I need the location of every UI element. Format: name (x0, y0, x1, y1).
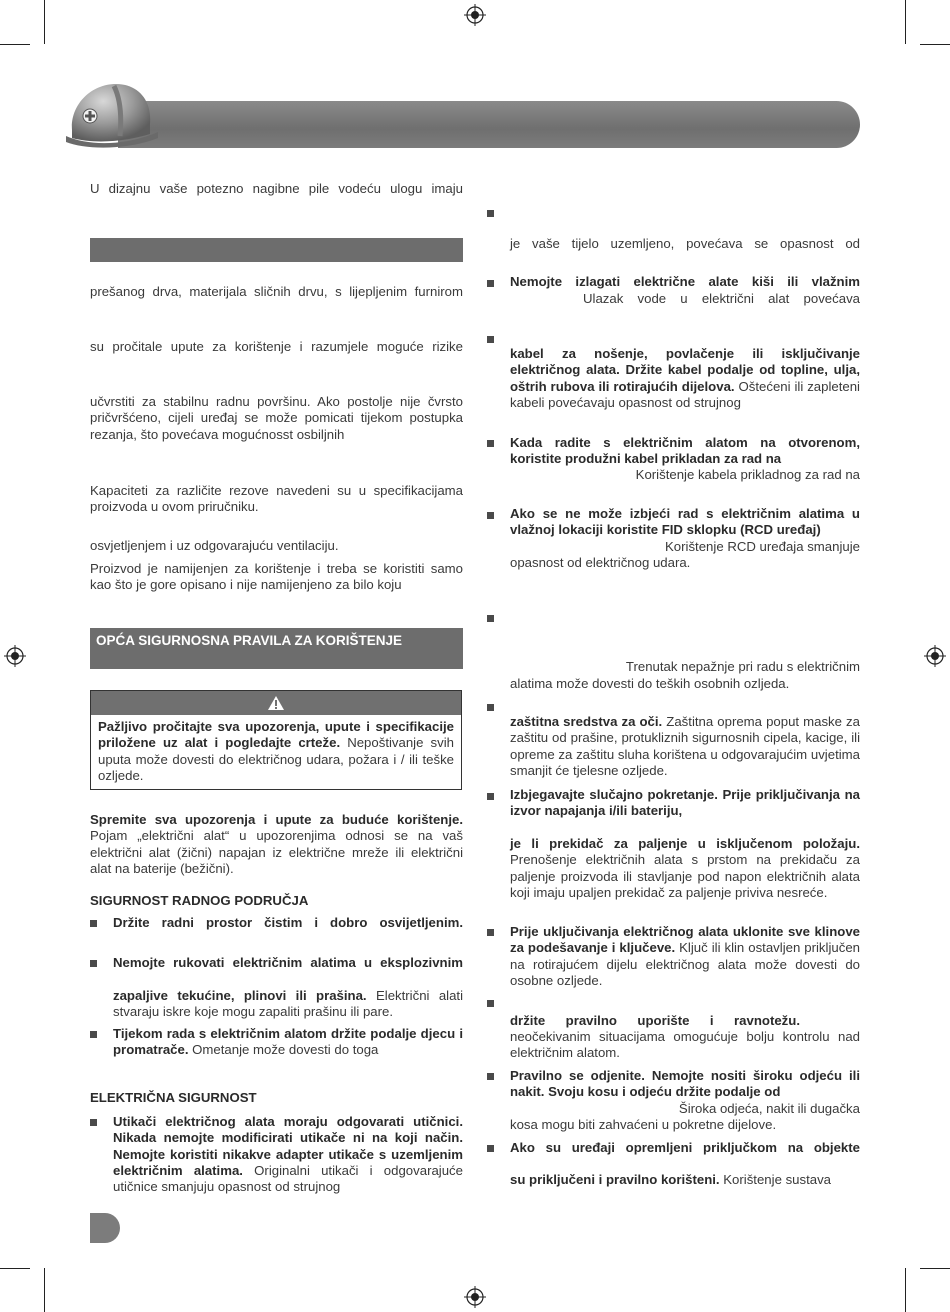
list-item (113, 1114, 463, 1195)
list-item (113, 915, 463, 931)
bullet-icon (487, 210, 494, 217)
bullet-icon (487, 793, 494, 800)
list-item (510, 506, 860, 539)
bullet-icon (90, 920, 97, 927)
warning-box (90, 690, 462, 790)
list-item-bold: su priključeni i pravilno korišteni. (510, 1172, 720, 1187)
save-bold: Spremite sva upozorenja i upute za buduće korištenje. (90, 812, 463, 827)
warning-header (91, 691, 461, 715)
list-item (113, 1026, 463, 1059)
crop-mark (0, 44, 30, 45)
paragraph: učvrstiti za stabilnu radnu površinu. Ako postolje nije čvrsto pričvršćeno, cijeli uređaj se može pomicati tijekom postupka rezanja, što povećava mogućnosst osbiljnih (90, 394, 463, 442)
list-item-text: Korištenje sustava (723, 1172, 832, 1187)
bullet-icon (90, 960, 97, 967)
bullet-icon (487, 704, 494, 711)
registration-mark-icon (924, 645, 946, 667)
header-bar (118, 101, 860, 148)
list-item (510, 346, 860, 411)
list-item-text: Električni alati stvaraju iskre koje mogu zapaliti prašinu ili pare. (113, 988, 464, 1020)
list-item-text: Ometanje može dovesti do toga (192, 1042, 379, 1058)
bullet-icon (487, 336, 494, 343)
section-heading-bar (90, 628, 463, 669)
list-item-text: Široka odjeća, nakit ili dugačka (678, 1101, 860, 1116)
warning-text: Nepoštivanje svih uputa može dovesti do električnog udara, požara i / ili teške ozljede. (98, 735, 454, 783)
section-heading: OPĆA SIGURNOSNA PRAVILA ZA KORIŠTENJE (96, 633, 403, 648)
list-item-text: Korištenje RCD uređaja smanjuje (665, 539, 860, 554)
list-item (113, 955, 463, 971)
list-item-continued (510, 1172, 860, 1188)
section-bar (90, 238, 463, 262)
list-item-bold: Nemojte izlagati električne alate kiši ili vlažnim (510, 274, 860, 289)
bullet-icon (487, 615, 494, 622)
list-item (510, 435, 860, 468)
list-item-bold: Ako su uređaji opremljeni priključkom na objekte (510, 1140, 860, 1155)
registration-mark-icon (464, 1286, 486, 1308)
crop-mark (44, 1268, 45, 1312)
bullet-icon (487, 1145, 494, 1152)
list-item-text: Ključ ili klin ostavljen priključen na rotirajućem dijelu električnog alata može dovesti do osobne ozljede. (510, 940, 860, 988)
list-item-bold: Izbjegavajte slučajno pokretanje. Prije priključivanja na izvor napajanja i/ili bateriju, (510, 787, 860, 819)
warning-triangle-icon (267, 695, 285, 711)
crop-mark (0, 1268, 30, 1269)
list-item (510, 714, 860, 779)
list-item-bold: Pravilno se odjenite. Nemojte nositi široku odjeću ili nakit. Svoju kosu i odjeću držite podalje od (510, 1068, 860, 1100)
save-instructions (90, 812, 463, 877)
crop-mark (44, 0, 45, 44)
list-item-bold: Držite radni prostor čistim i dobro osvijetljenim. (113, 915, 463, 930)
list-item-text: Prenošenje električnih alata s prstom na prekidaču za paljenje proizvoda ili stavljanje pod napon električnih alata koji imaju upaljen prekidač za paljenje priviva nesreće. (510, 852, 860, 900)
list-item (510, 1068, 860, 1101)
list-item-bold: Prije uključivanja električnog alata uklonite sve klinove za podešavanje i ključeve. (510, 924, 860, 956)
paragraph: Proizvod je namijenjen za korištenje i treba se koristiti samo kao što je gore opisano i nije namijenjeno za bilo koju (90, 561, 463, 593)
list-item-bold: zaštitna sredstva za oči. (510, 714, 663, 729)
list-item-text: Ulazak vode u električni alat povećava (583, 291, 860, 306)
crop-mark (905, 1268, 906, 1312)
list-item-text: ili zapleteni kabeli povećavaju opasnost od strujnog (510, 378, 860, 410)
warning-bold: Pažljivo pročitajte sva upozorenja, upute i specifikacije priložene uz alat i pogledajte crteže. (98, 719, 454, 751)
list-item-text: Trenutak nepažnje pri radu s električnim (625, 659, 860, 674)
list-item-continued: je vaše tijelo uzemljeno, povećava se opasnost od (510, 236, 860, 251)
list-item-bold: Tijekom rada s električnim alatom držite podalje djecu i promatrače. (113, 1026, 463, 1058)
list-item-bold: držite pravilno uporište i ravnotežu. (510, 1013, 800, 1028)
list-item-text: Originalni utikači i odgovarajuće utičnice smanjuju opasnost od strujnog (113, 1162, 463, 1195)
list-item-continued (113, 988, 463, 1021)
bullet-icon (487, 929, 494, 936)
crop-mark (920, 44, 950, 45)
intro-text: U dizajnu vaše potezno nagibne pile vodeću ulogu imaju (90, 181, 463, 196)
list-item-text: Oštećeni (738, 378, 791, 394)
list-item (510, 274, 860, 290)
paragraph: osvjetljenjem i uz odgovarajuću ventilaciju. (90, 538, 339, 553)
list-item-bold: Kada radite s električnim alatom na otvorenom, koristite produžni kabel prikladan za rad na (510, 435, 860, 467)
list-item-bold: Nemojte rukovati električnim alatima u eksplozivnim (113, 955, 463, 970)
bullet-icon (90, 1119, 97, 1126)
bullet-icon (487, 280, 494, 287)
section-title-work: SIGURNOST RADNOG PODRUČJA (90, 893, 309, 908)
paragraph: Kapaciteti za različite rezove navedeni su u specifikacijama proizvoda u ovom priručniku. (90, 483, 463, 515)
save-text: Pojam „električni alat“ u upozorenjima odnosi se na vaš električni alat (žični) napajan iz električne mreže ili električni alat na baterije (bežični). (90, 828, 463, 876)
list-item-bold: Utikači električnog alata moraju odgovarati utičnici. Nikada nemojte modificirati utikače ni na koji način. Nemojte koristiti nikakve adapter utikače s uzemljenim električnim alatima. (113, 1114, 463, 1178)
list-item (510, 924, 860, 989)
list-item (510, 1140, 860, 1156)
list-item-bold: je li prekidač za paljenje u isključenom položaju. (510, 836, 860, 851)
crop-mark (905, 0, 906, 44)
list-item-text: kosa mogu biti zahvaćeni u pokretne dijelove. (510, 1117, 777, 1132)
list-item-continued (510, 836, 860, 901)
list-item (510, 1013, 800, 1029)
page-number-tab (90, 1213, 120, 1243)
safety-helmet-icon (64, 78, 160, 150)
bullet-icon (487, 1000, 494, 1007)
bullet-icon (90, 1031, 97, 1038)
list-item-text: alatima može dovesti do teških osobnih ozljeda. (510, 676, 790, 691)
crop-mark (920, 1268, 950, 1269)
paragraph: su pročitale upute za korištenje i razumjele moguće rizike (90, 339, 463, 354)
bullet-icon (487, 512, 494, 519)
list-item-text: Zaštitna oprema poput maske za zaštitu od prašine, protukliznih sigurnosnih cipela, kacige, ili opreme za zaštitu sluha korištena u odgovarajućim uvjetima smanjit će tjelesne ozljede. (510, 714, 860, 778)
warning-body (91, 715, 461, 784)
registration-mark-icon (4, 645, 26, 667)
bullet-icon (487, 440, 494, 447)
bullet-icon (487, 1073, 494, 1080)
list-item-text: Korištenje kabela prikladnog za rad na (635, 467, 860, 482)
list-item-bold: zapaljive tekućine, plinovi ili prašina. (113, 988, 367, 1003)
registration-mark-icon (464, 4, 486, 26)
list-item-bold: kabel za nošenje, povlačenje ili isključivanje električnog alata. Držite kabel podalje od topline, ulja, oštrih rubova ili rotirajućih dijelova. (510, 346, 860, 394)
list-item-text: neočekivanim situacijama omogućuje bolju kontrolu nad električnim alatom. (510, 1029, 860, 1061)
section-title-electric: ELEKTRIČNA SIGURNOST (90, 1090, 257, 1105)
list-item-text: opasnost od električnog udara. (510, 555, 691, 570)
paragraph: prešanog drva, materijala sličnih drvu, s lijepljenim furnirom (90, 284, 463, 299)
list-item (510, 787, 860, 820)
list-item-bold: Ako se ne može izbjeći rad s električnim alatima u vlažnoj lokaciji koristite FID sklopku (RCD uređaj) (510, 506, 860, 538)
